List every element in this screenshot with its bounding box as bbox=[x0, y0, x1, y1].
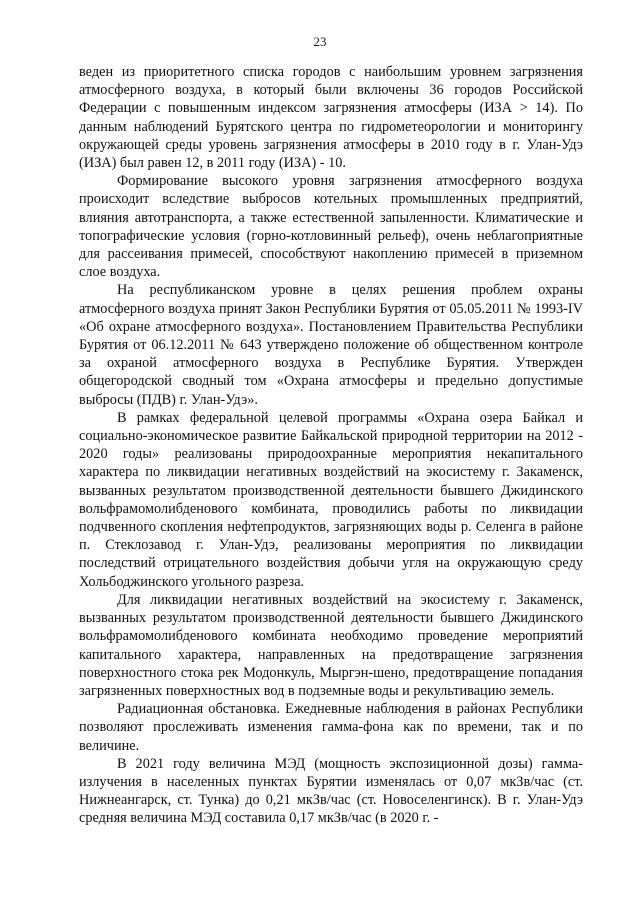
paragraph-zakamensk: Для ликвидации негативных воздействий на экосистему г. Закаменск, вызванных результатом производственной деятельности бывшего Джидинского вольфрамомолибденового комбината необходимо проведение мероприятий капитального характера, направленных на предотвращение загрязнения поверхностного стока рек Модонкуль, Мыргэн-шено, предотвращение попадания загрязненных поверхностных вод в подземные воды и рекультивацию земель. bbox=[79, 591, 583, 699]
page-number: 23 bbox=[313, 34, 327, 49]
paragraph-continuation: веден из приоритетного списка городов с наибольшим уровнем загрязнения атмосферного воздуха, в который были включены 36 городов Российской Федерации с повышенным индексом загрязнения атмосферы (ИЗА > 14). По данным наблюдений Бурятского центра по гидрометеорологии и мониторингу окружающей среды уровень загрязнения атмосферы в 2010 году в г. Улан-Удэ (ИЗА) был равен 12, в 2011 году (ИЗА) - 10. bbox=[79, 64, 583, 172]
paragraph-pollution-causes: Формирование высокого уровня загрязнения атмосферного воздуха происходит вследствие выбросов котельных промышленных предприятий, влияния автотранспорта, а также естественной запыленности. Климатические и топографические условия (горно-котловинный рельеф), очень неблагоприятные для рассеивания примесей, способствуют накоплению примесей в приземном слое воздуха. bbox=[79, 173, 583, 281]
paragraph-federal-program: В рамках федеральной целевой программы «Охрана озера Байкал и социально-экономическое развитие Байкальской природной территории на 2012 - 2020 годы» реализованы природоохранные мероприятия некапитального характера по ликвидации негативных воздействий на экосистему г. Закаменск, вызванных результатом производственной деятельности бывшего Джидинского вольфрамомолибденового комбината, проводились работы по ликвидации подчвенного скопления нефтепродуктов, загрязняющих воды р. Селенга в районе п. Стеклозавод г. Улан-Удэ, реализованы мероприятия по ликвидации последствий отрицательного воздействия добычи угля на окружающую среду Хольбоджинского угольного разреза. bbox=[79, 409, 583, 590]
document-body bbox=[79, 63, 583, 828]
paragraph-radiation: Радиационная обстановка. Ежедневные наблюдения в районах Республики позволяют прослеживать изменения гамма-фона как по времени, так и по величине. bbox=[79, 701, 583, 754]
paragraph-republic-law: На республиканском уровне в целях решения проблем охраны атмосферного воздуха принят Закон Республики Бурятия от 05.05.2011 № 1993-IV «Об охране атмосферного воздуха». Постановлением Правительства Республики Бурятия от 06.12.2011 № 643 утверждено положение об общественном контроле за охраной атмосферного воздуха в Республике Бурятия. Утвержден общегородской сводный том «Охрана атмосферы и предельно допустимые выбросы (ПДВ) г. Улан-Удэ». bbox=[79, 282, 583, 408]
paragraph-med-2021: В 2021 году величина МЭД (мощность экспозиционной дозы) гамма-излучения в населенных пунктах Бурятии изменялась от 0,07 мкЗв/час (ст. Нижнеангарск, ст. Тунка) до 0,21 мкЗв/час (ст. Новоселенгинск). В г. Улан-Удэ средняя величина МЭД составила 0,17 мкЗв/час (в 2020 г. - bbox=[79, 755, 583, 827]
